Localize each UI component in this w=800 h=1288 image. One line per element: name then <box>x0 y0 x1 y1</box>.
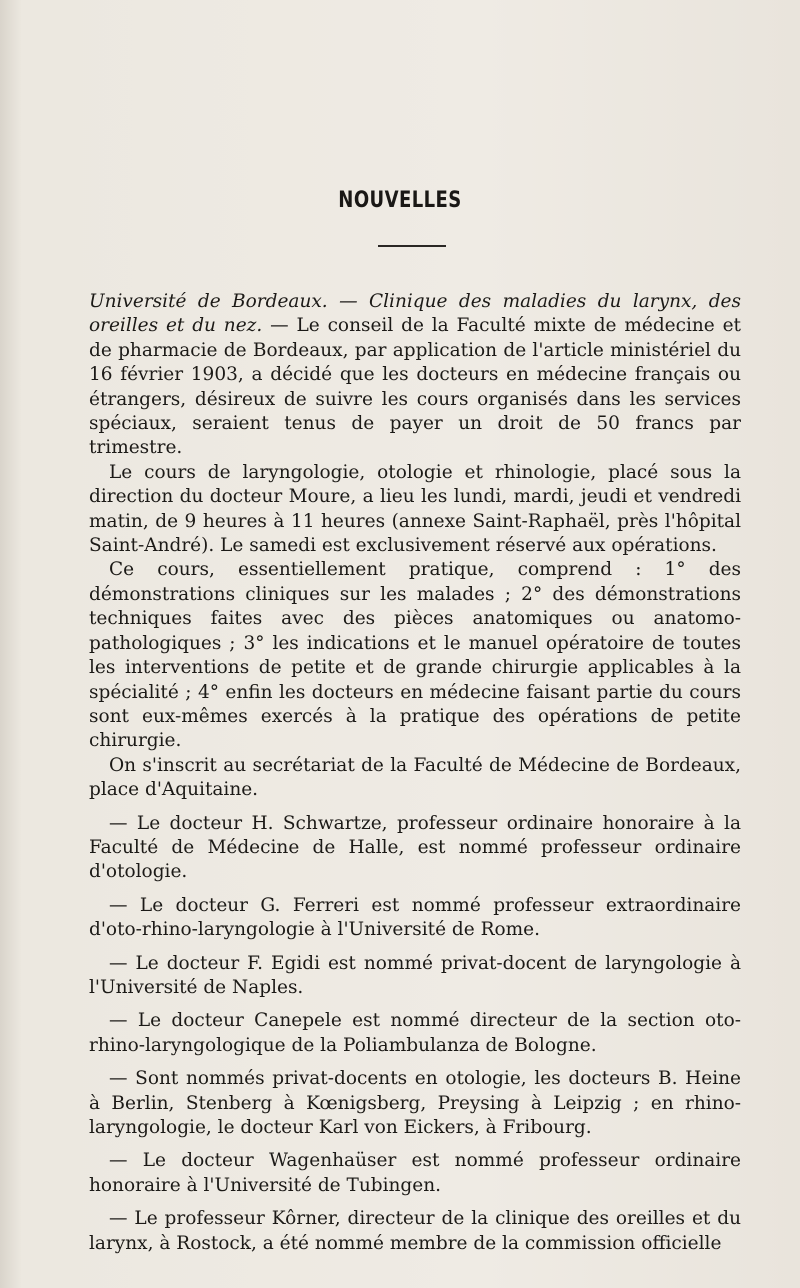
news-item: — Le professeur Kôrner, directeur de la clinique des oreilles et du larynx, à Rostock, a été nommé membre de la commission officielle <box>89 1208 741 1254</box>
news-item: — Le docteur F. Egidi est nommé privat-docent de laryngologie à l'Université de Naples. <box>89 952 741 998</box>
news-item: — Le docteur H. Schwartze, professeur ordinaire honoraire à la Faculté de Médecine de Halle, est nommé professeur ordinaire d'otologie. <box>89 812 741 883</box>
title-divider <box>378 245 446 247</box>
intro-paragraph <box>89 290 741 461</box>
news-item: — Le docteur Canepele est nommé directeur de la section oto-rhino-laryngologique de la Poliambulanza de Bologne. <box>89 1010 741 1056</box>
article-body <box>89 290 741 1256</box>
paragraph: Ce cours, essentiellement pratique, comprend : 1° des démonstrations cliniques sur les malades ; 2° des démonstrations techniques faites avec des pièces anatomiques ou anatomo-pathologiques ; 3° les indications et le manuel opératoire de toutes les interventions de petite et de grande chirurgie applicables à la spécialité ; 4° enfin les docteurs en médecine faisant partie du cours sont eux-mêmes exercés à la pratique des opérations de petite chirurgie. <box>89 559 741 752</box>
intro-text: — Le conseil de la Faculté mixte de médecine et de pharmacie de Bordeaux, par application de l'article ministériel du 16 février 1903, a décidé que les docteurs en médecine français ou étrangers, désireux de suivre les cours organisés dans les services spéciaux, seraient tenus de payer un droit de 50 francs par trimestre. <box>89 315 741 459</box>
news-item: — Le docteur G. Ferreri est nommé professeur extraordinaire d'oto-rhino-laryngologie à l'Université de Rome. <box>89 894 741 941</box>
intro-heading: Université de Bordeaux. — Clinique des maladies du larynx, des oreilles et du nez. <box>89 291 741 337</box>
paragraph: On s'inscrit au secrétariat de la Faculté de Médecine de Bordeaux, place d'Aquitaine. <box>89 754 741 801</box>
news-item: — Sont nommés privat-docents en otologie, les docteurs B. Heine à Berlin, Stenberg à Kœnigsberg, Preysing à Leipzig ; en rhino-laryngologie, le docteur Karl von Eickers, à Fribourg. <box>89 1068 741 1138</box>
news-item: — Le docteur Wagenhaüser est nommé professeur ordinaire honoraire à l'Université de Tubingen. <box>89 1150 741 1196</box>
paragraph: Le cours de laryngologie, otologie et rhinologie, placé sous la direction du docteur Moure, a lieu les lundi, mardi, jeudi et vendredi matin, de 9 heures à 11 heures (annexe Saint-Raphaël, près l'hôpital Saint-André). Le samedi est exclusivement réservé aux opérations. <box>89 461 741 557</box>
page-title: NOUVELLES <box>338 188 462 213</box>
